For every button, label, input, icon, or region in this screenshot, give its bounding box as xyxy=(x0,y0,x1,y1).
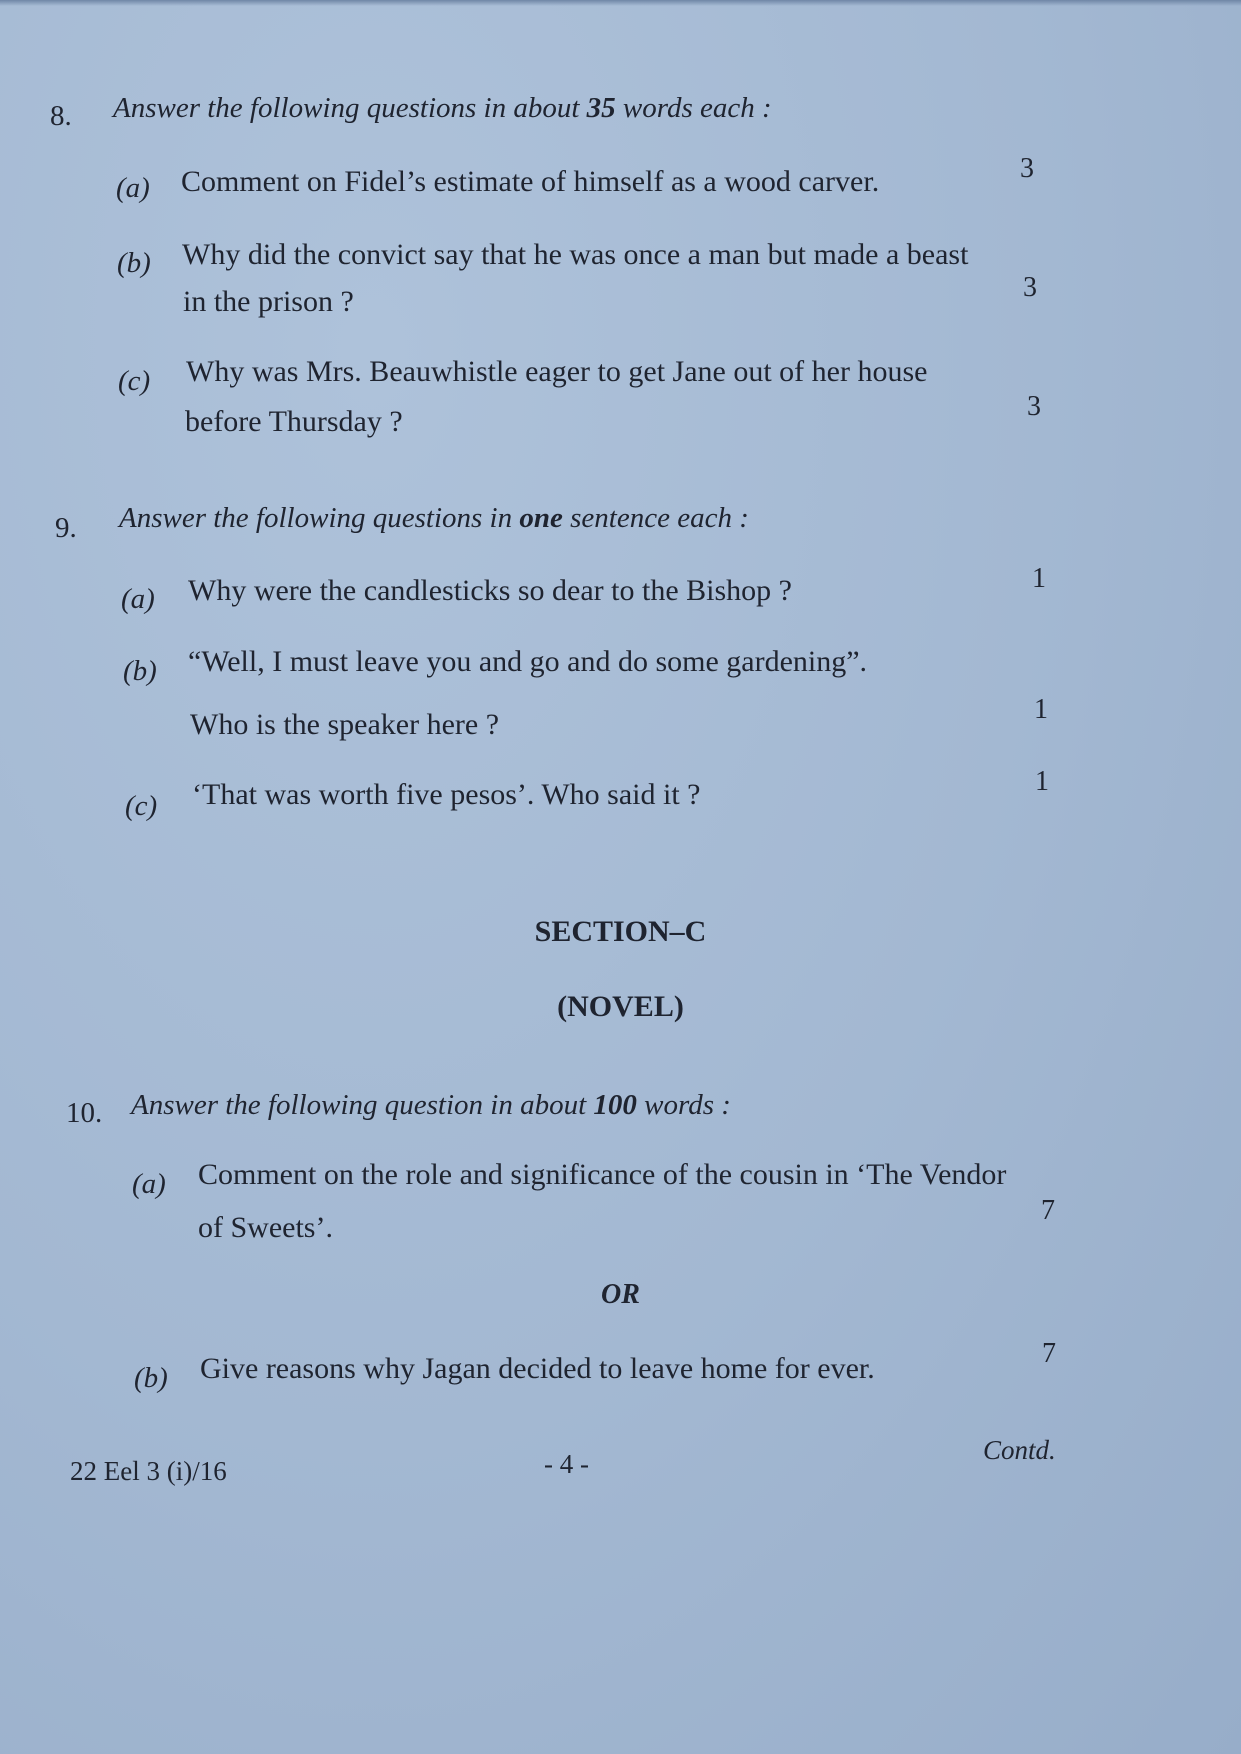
question-number: 9. xyxy=(55,512,77,544)
section-subtitle: (NOVEL) xyxy=(557,990,684,1023)
part-label: (c) xyxy=(118,365,151,397)
part-text: Comment on the role and significance of the cousin in ‘The Vendor xyxy=(198,1158,1007,1191)
question-number: 10. xyxy=(66,1097,103,1129)
part-label: (a) xyxy=(116,172,150,204)
question-instruction: Answer the following questions in one sentence each : xyxy=(119,502,749,534)
part-label: (b) xyxy=(117,247,151,279)
part-label: (a) xyxy=(132,1168,166,1200)
part-label: (b) xyxy=(134,1362,168,1394)
part-text: “Well, I must leave you and go and do some gardening”. xyxy=(188,645,868,678)
page-number: - 4 - xyxy=(544,1449,589,1479)
part-label: (b) xyxy=(123,655,157,687)
part-marks: 7 xyxy=(1041,1195,1055,1226)
paper-code: 22 Eel 3 (i)/16 xyxy=(70,1456,227,1486)
or-separator: OR xyxy=(601,1279,640,1310)
part-label: (c) xyxy=(125,790,158,822)
part-marks: 7 xyxy=(1042,1338,1056,1369)
continued-label: Contd. xyxy=(983,1435,1056,1465)
part-marks: 3 xyxy=(1020,153,1034,184)
part-text: before Thursday ? xyxy=(185,405,403,438)
question-number: 8. xyxy=(50,100,72,132)
part-label: (a) xyxy=(121,583,155,615)
part-marks: 1 xyxy=(1032,563,1046,594)
part-text: Why did the convict say that he was once a man but made a beast xyxy=(182,238,969,271)
part-text: ‘That was worth five pesos’. Who said it ? xyxy=(192,778,701,811)
part-marks: 1 xyxy=(1035,766,1049,797)
part-text: Who is the speaker here ? xyxy=(190,708,500,741)
part-text: Why were the candlesticks so dear to the Bishop ? xyxy=(188,574,792,607)
part-text: of Sweets’. xyxy=(198,1211,333,1244)
part-marks: 1 xyxy=(1034,694,1048,725)
part-text: Why was Mrs. Beauwhistle eager to get Jane out of her house xyxy=(186,355,928,388)
part-marks: 3 xyxy=(1027,391,1041,422)
page-top-edge xyxy=(0,0,1241,6)
part-text: in the prison ? xyxy=(183,285,354,318)
question-instruction: Answer the following questions in about 35 words each : xyxy=(113,92,772,124)
part-text: Comment on Fidel’s estimate of himself as a wood carver. xyxy=(181,165,880,198)
part-text: Give reasons why Jagan decided to leave home for ever. xyxy=(200,1352,875,1385)
section-title: SECTION–C xyxy=(534,915,707,948)
question-instruction: Answer the following question in about 100 words : xyxy=(131,1089,731,1121)
part-marks: 3 xyxy=(1023,272,1037,303)
